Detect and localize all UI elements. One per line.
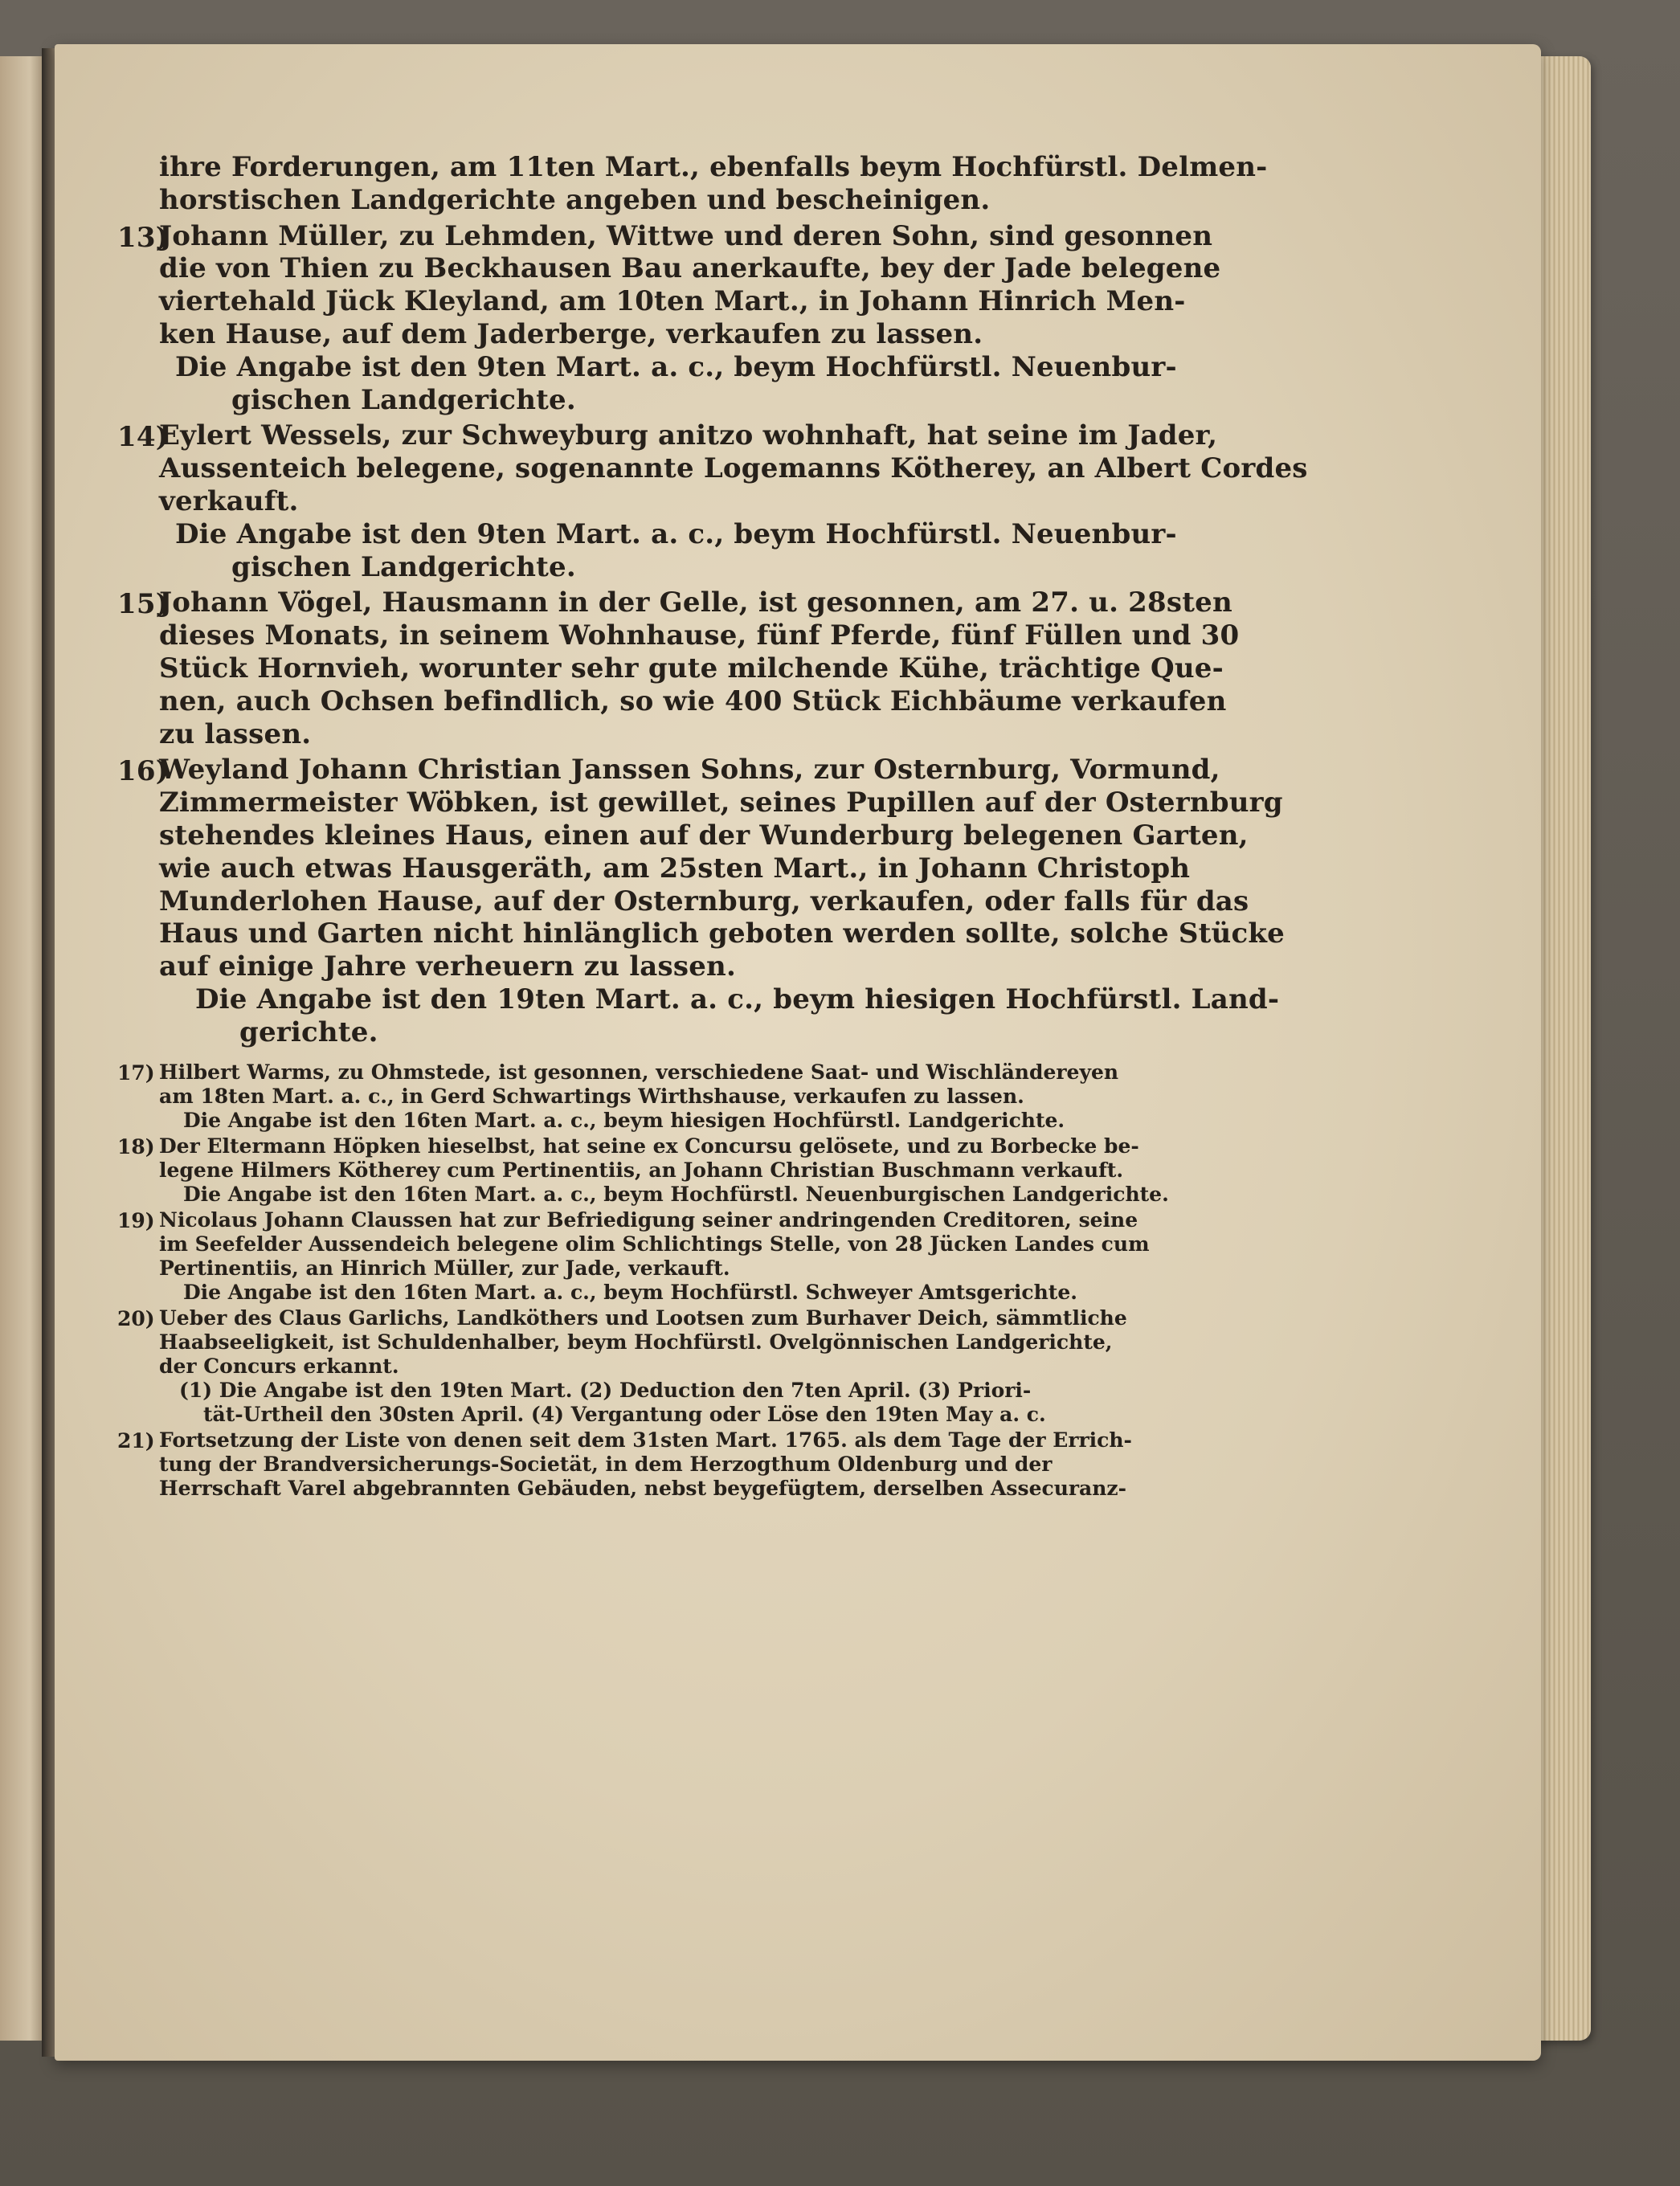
entry-17-line-1 [117,1060,1292,1085]
entry-16-line-1 [117,754,1292,788]
entry-number: 21) [117,1428,155,1453]
entry-13-line-2: die von Thien zu Beckhausen Bau anerkaufte, bey der Jade belegene [159,252,1221,285]
entry-19-line-1 [117,1207,1292,1232]
entry-17-note-1: Die Angabe ist den 16ten Mart. a. c., beym hiesigen Hochfürstl. Landgerichte. [183,1108,1065,1132]
entry-15-line-1 [117,586,1292,621]
entry-13-line-3: viertehald Jück Kleyland, am 10ten Mart., in Johann Hinrich Men- [159,285,1186,318]
entry-13-line-1 [117,219,1292,254]
entry-15-line-2: dieses Monats, in seinem Wohnhause, fünf Pferde, fünf Füllen und 30 [159,619,1240,652]
entry-16-note-2: gerichte. [239,1015,378,1048]
entry-text: Der Eltermann Höpken hieselbst, hat seine ex Concursu gelösete, und zu Borbecke be- [159,1134,1139,1158]
entry-14-line-2: Aussenteich belegene, sogenannte Logemanns Kötherey, an Albert Cordes [159,452,1308,485]
entry-21-line-2: tung der Brandversicherungs-Societät, in dem Herzogthum Oldenburg und der [159,1452,1053,1476]
entry-number: 13) [117,221,170,254]
entry-text: Ueber des Claus Garlichs, Landköthers und Lootsen zum Burhaver Deich, sämmtliche [159,1305,1127,1330]
entry-14-note-1: Die Angabe ist den 9ten Mart. a. c., beym Hochfürstl. Neuenbur- [175,517,1177,550]
entry-15-line-5: zu lassen. [159,717,312,750]
entry-19-note-1: Die Angabe ist den 16ten Mart. a. c., beym Hochfürstl. Schweyer Amtsgerichte. [183,1280,1077,1304]
entry-18-note-1: Die Angabe ist den 16ten Mart. a. c., beym Hochfürstl. Neuenburgischen Landgerichte. [183,1182,1169,1206]
entry-number: 17) [117,1060,155,1085]
entry-text: Hilbert Warms, zu Ohmstede, ist gesonnen, verschiedene Saat- und Wischländereyen [159,1060,1119,1084]
entry-text: Fortsetzung der Liste von denen seit dem 31sten Mart. 1765. als dem Tage der Errich- [159,1428,1132,1452]
entry-13-line-4: ken Hause, auf dem Jaderberge, verkaufen zu lassen. [159,317,983,350]
entry-number: 20) [117,1306,155,1330]
entry-text: Johann Müller, zu Lehmden, Wittwe und deren Sohn, sind gesonnen [159,219,1213,252]
entry-0-line-1: ihre Forderungen, am 11ten Mart., ebenfalls beym Hochfürstl. Delmen- [159,151,1268,183]
entry-14-line-1 [117,419,1292,454]
entry-16-line-4: wie auch etwas Hausgeräth, am 25sten Mart., in Johann Christoph [159,852,1191,885]
entry-number: 18) [117,1134,155,1158]
entry-0-line-2: horstischen Landgerichte angeben und bescheinigen. [159,183,991,216]
entry-number: 16) [117,755,170,788]
entry-13-note-1: Die Angabe ist den 9ten Mart. a. c., beym Hochfürstl. Neuenbur- [175,350,1177,383]
entry-16-line-7: auf einige Jahre verheuern zu lassen. [159,950,737,983]
entry-16-line-3: stehendes kleines Haus, einen auf der Wunderburg belegenen Garten, [159,819,1249,852]
entry-14-note-2: gischen Landgerichte. [231,550,576,583]
entry-15-line-4: nen, auch Ochsen befindlich, so wie 400 Stück Eichbäume verkaufen [159,684,1227,717]
entry-20-note-2: tät-Urtheil den 30sten April. (4) Vergantung oder Löse den 19ten May a. c. [203,1402,1046,1426]
entry-13-note-2: gischen Landgerichte. [231,383,576,416]
entry-text: Johann Vögel, Hausmann in der Gelle, ist gesonnen, am 27. u. 28sten [159,586,1232,619]
entry-text: Nicolaus Johann Claussen hat zur Befriedigung seiner andringenden Creditoren, seine [159,1207,1138,1232]
entry-21-line-3: Herrschaft Varel abgebrannten Gebäuden, nebst beygefügtem, derselben Assecuranz- [159,1476,1126,1500]
entry-number: 15) [117,588,170,621]
entry-16-line-6: Haus und Garten nicht hinlänglich geboten werden sollte, solche Stücke [159,917,1285,950]
entry-20-note-1: (1) Die Angabe ist den 19ten Mart. (2) Deduction den 7ten April. (3) Priori- [179,1378,1032,1402]
entry-18-line-1 [117,1134,1292,1158]
entry-19-line-2: im Seefelder Aussendeich belegene olim Schlichtings Stelle, von 28 Jücken Landes cum [159,1232,1150,1256]
entry-19-line-3: Pertinentiis, an Hinrich Müller, zur Jade, verkauft. [159,1256,730,1280]
entry-15-line-3: Stück Hornvieh, worunter sehr gute milchende Kühe, trächtige Que- [159,652,1224,684]
entry-20-line-3: der Concurs erkannt. [159,1354,399,1378]
entry-18-line-2: legene Hilmers Kötherey cum Pertinentiis, an Johann Christian Buschmann verkauft. [159,1158,1124,1182]
entry-number: 19) [117,1208,155,1232]
entry-number: 14) [117,421,170,454]
entry-16-line-5: Munderlohen Hause, auf der Osternburg, verkaufen, oder falls für das [159,885,1249,917]
entry-16-note-1: Die Angabe ist den 19ten Mart. a. c., beym hiesigen Hochfürstl. Land- [195,983,1280,1015]
page-text [117,151,1308,1501]
entry-20-line-1 [117,1305,1292,1330]
entry-20-line-2: Haabseeligkeit, ist Schuldenhalber, beym Hochfürstl. Ovelgönnischen Landgerichte, [159,1330,1113,1354]
entry-14-line-3: verkauft. [159,484,299,517]
entry-text: Eylert Wessels, zur Schweyburg anitzo wohnhaft, hat seine im Jader, [159,419,1218,452]
entry-21-line-1 [117,1428,1292,1453]
entry-text: Weyland Johann Christian Janssen Sohns, zur Osternburg, Vormund, [159,754,1220,787]
entry-16-line-2: Zimmermeister Wöbken, ist gewillet, seines Pupillen auf der Osternburg [159,787,1283,819]
entry-17-line-2: am 18ten Mart. a. c., in Gerd Schwartings Wirthshause, verkaufen zu lassen. [159,1084,1024,1108]
